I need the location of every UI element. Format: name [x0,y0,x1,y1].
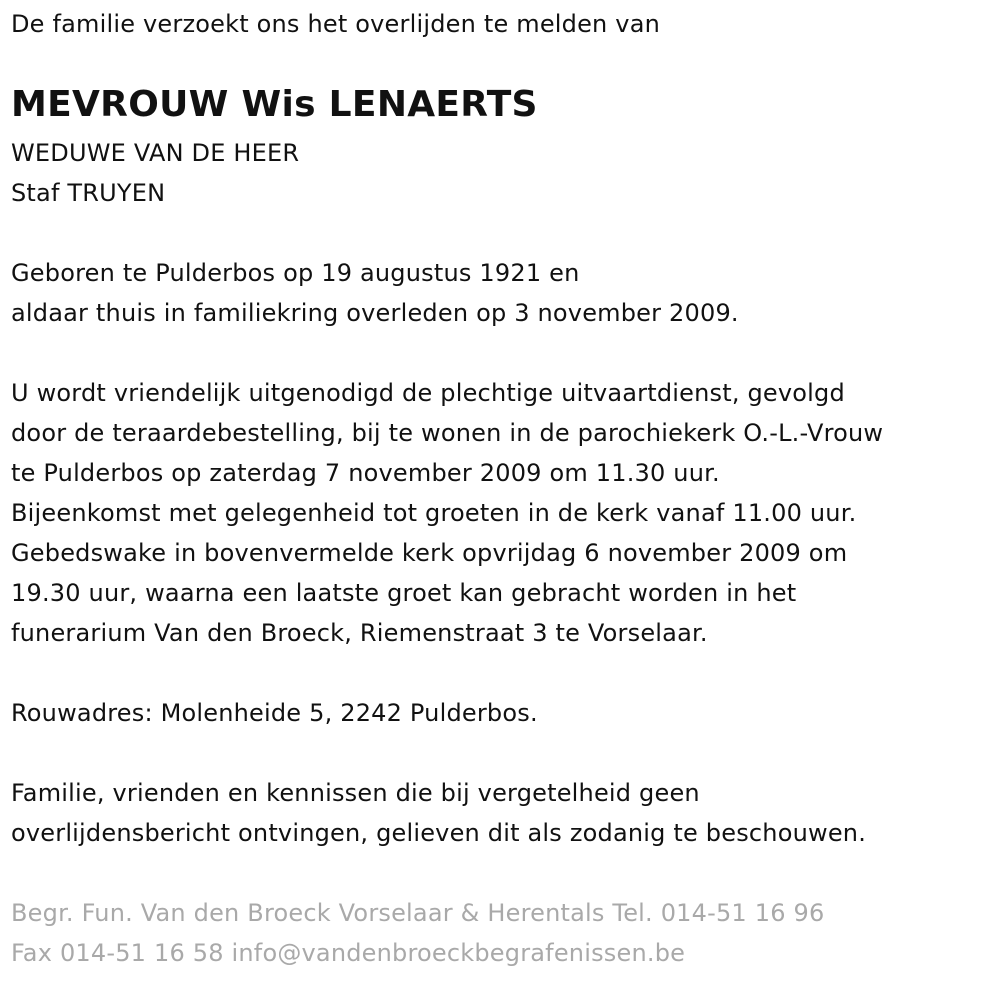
notice-line: overlijdensbericht ontvingen, gelieven dit als zodanig te beschouwen. [11,819,867,847]
service-line: Gebedswake in bovenvermelde kerk opvrijdag 6 november 2009 om [11,539,848,567]
funeral-home-line: Begr. Fun. Van den Broeck Vorselaar & Herentals Tel. 014-51 16 96 [11,899,825,927]
service-line: door de teraardebestelling, bij te wonen in de parochiekerk O.-L.-Vrouw [11,419,884,447]
service-line: Bijeenkomst met gelegenheid tot groeten in de kerk vanaf 11.00 uur. [11,499,857,527]
intro-text: De familie verzoekt ons het overlijden te melden van [11,10,661,38]
birth-line: Geboren te Pulderbos op 19 augustus 1921 en [11,259,580,287]
service-line: te Pulderbos op zaterdag 7 november 2009 om 11.30 uur. [11,459,720,487]
funeral-home-contact: Fax 014-51 16 58 info@vandenbroeckbegrafenissen.be [11,939,686,967]
service-line: funerarium Van den Broeck, Riemenstraat 3 te Vorselaar. [11,619,708,647]
spouse-line-1: WEDUWE VAN DE HEER [11,139,300,167]
service-line: U wordt vriendelijk uitgenodigd de plechtige uitvaartdienst, gevolgd [11,379,845,407]
notice-line: Familie, vrienden en kennissen die bij vergetelheid geen [11,779,700,807]
spouse-line-2: Staf TRUYEN [11,179,166,207]
deceased-name: MEVROUW Wis LENAERTS [11,84,538,125]
death-line: aldaar thuis in familiekring overleden op 3 november 2009. [11,299,739,327]
service-line: 19.30 uur, waarna een laatste groet kan gebracht worden in het [11,579,797,607]
mourning-address: Rouwadres: Molenheide 5, 2242 Pulderbos. [11,699,538,727]
